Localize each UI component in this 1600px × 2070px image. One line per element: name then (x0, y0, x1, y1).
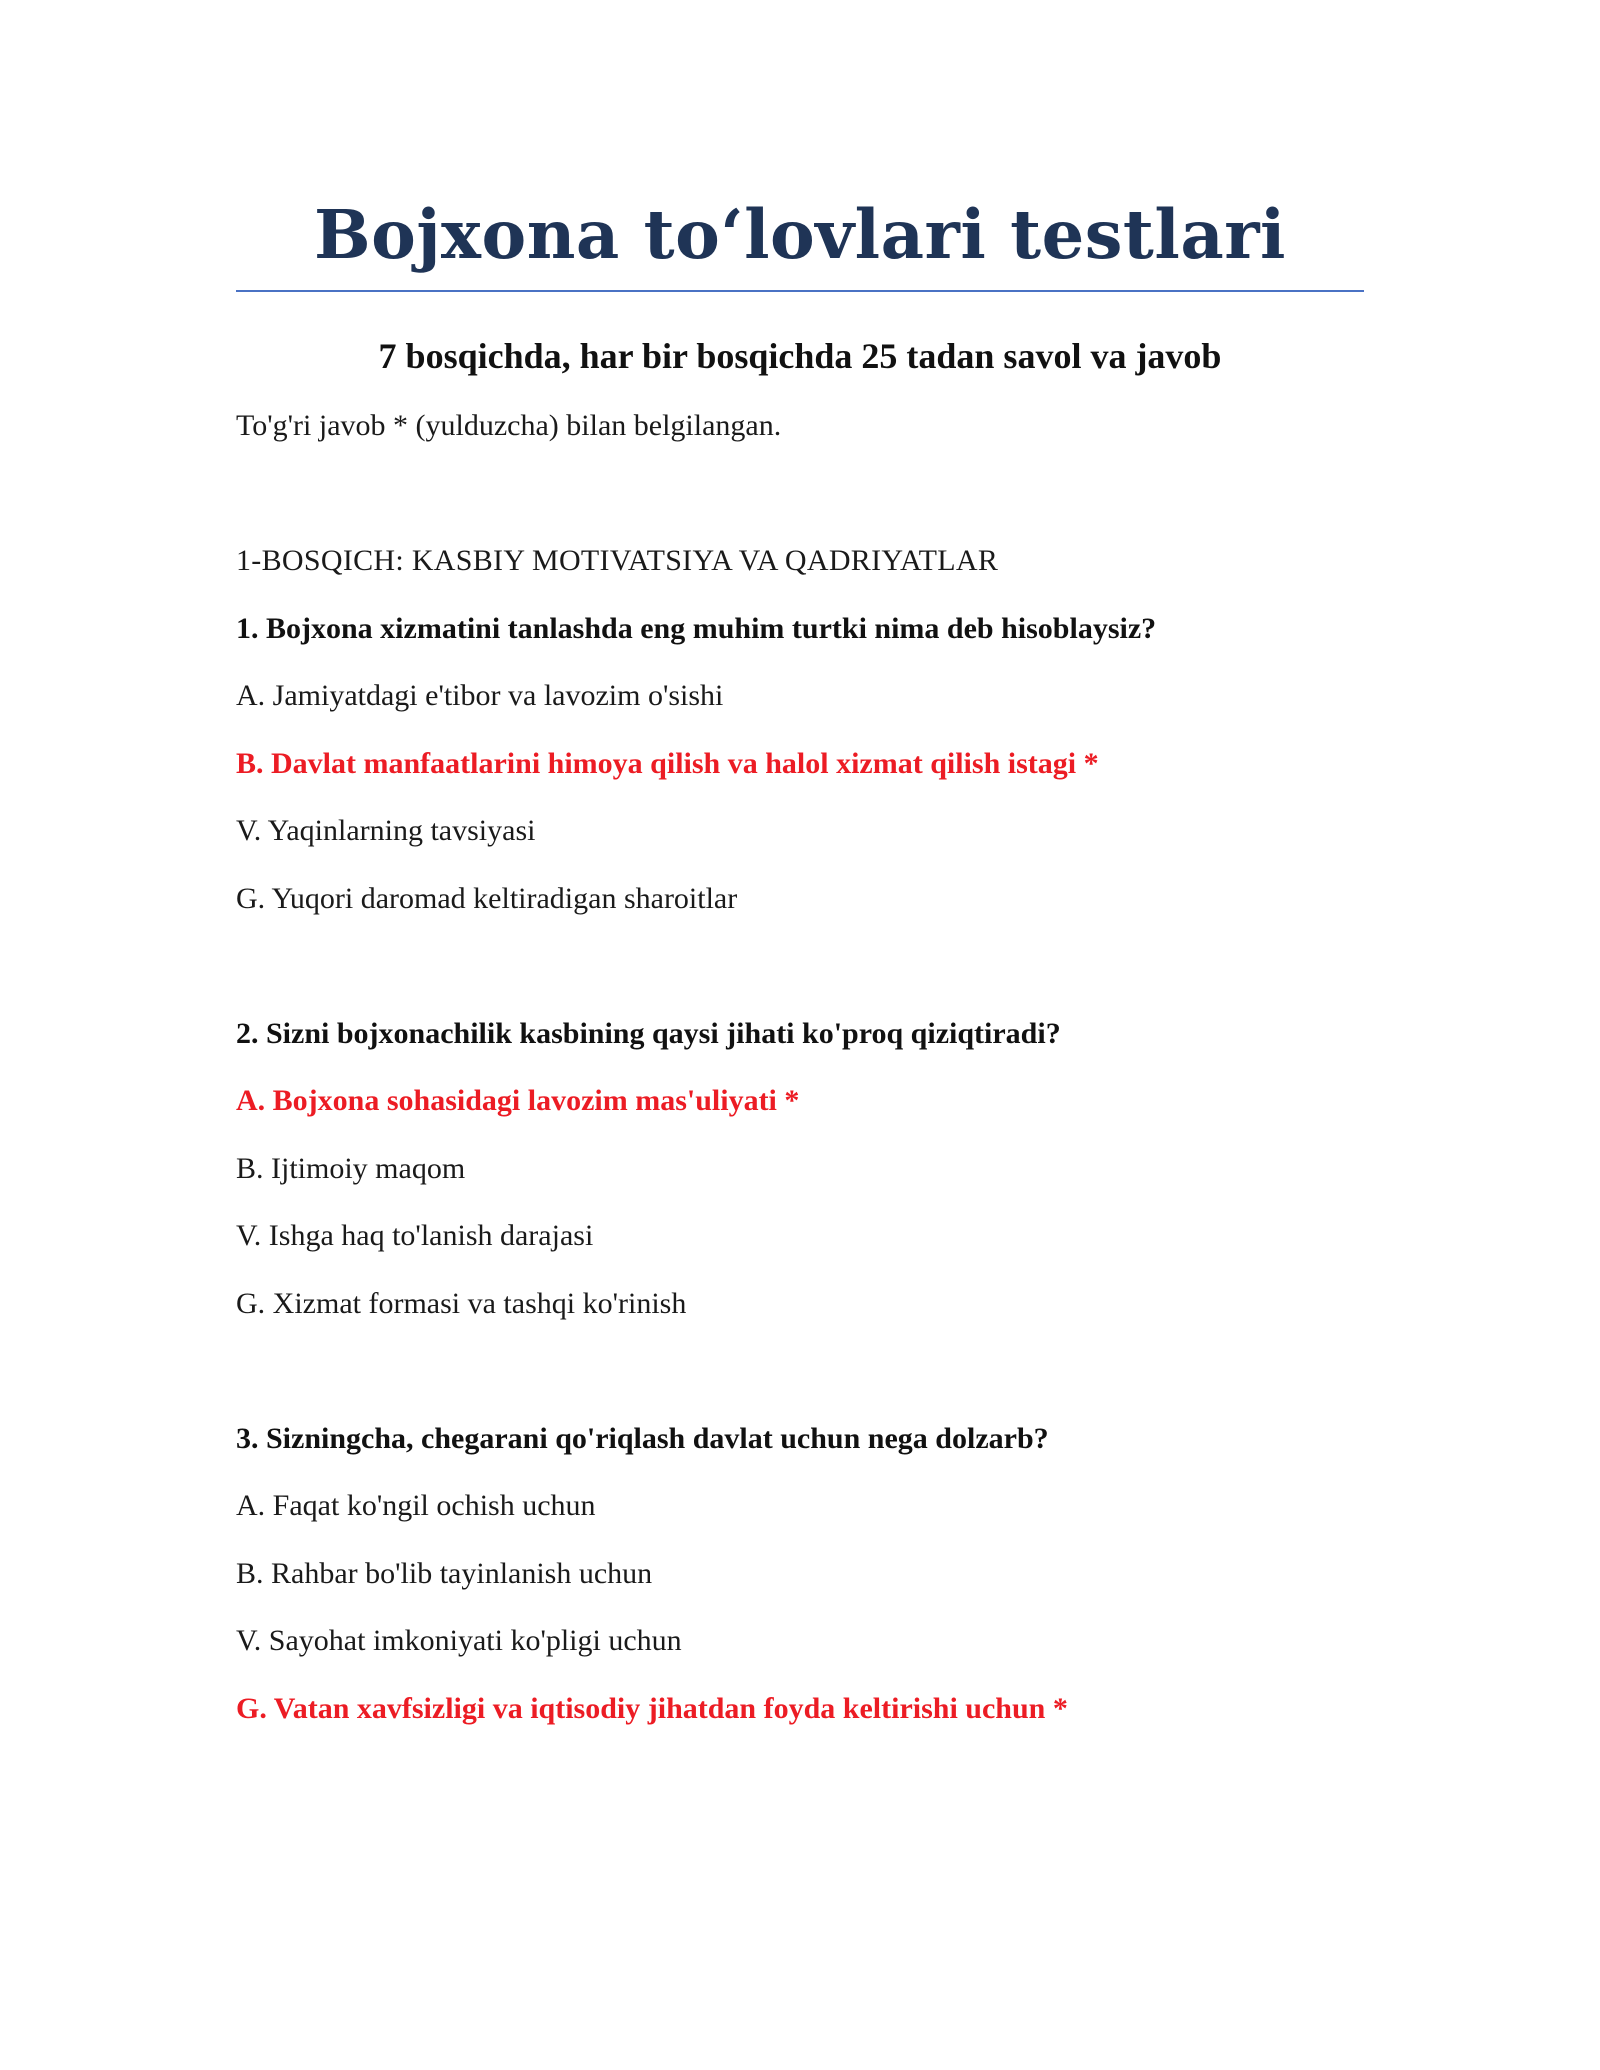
question-1-option-g: G. Yuqori daromad keltiradigan sharoitlar (236, 882, 738, 915)
question-3-option-g-correct: G. Vatan xavfsizligi va iqtisodiy jihatdan foyda keltirishi uchun * (236, 1692, 1068, 1725)
question-2: 2. Sizni bojxonachilik kasbining qaysi jihati ko'proq qiziqtiradi? (236, 1017, 1061, 1050)
question-3-option-a: A. Faqat ko'ngil ochish uchun (236, 1489, 596, 1522)
question-3: 3. Sizningcha, chegarani qo'riqlash davlat uchun nega dolzarb? (236, 1422, 1049, 1455)
document-title: Bojxona to‘lovlari testlari (314, 195, 1286, 274)
title-underline (236, 290, 1364, 292)
section-heading: 1-BOSQICH: KASBIY MOTIVATSIYA VA QADRIYATLAR (236, 544, 999, 577)
question-2-option-b: B. Ijtimoiy maqom (236, 1152, 466, 1185)
question-1-option-b-correct: B. Davlat manfaatlarini himoya qilish va halol xizmat qilish istagi * (236, 747, 1099, 780)
question-3-option-b: B. Rahbar bo'lib tayinlanish uchun (236, 1557, 653, 1590)
question-1: 1. Bojxona xizmatini tanlashda eng muhim turtki nima deb hisoblaysiz? (236, 612, 1157, 645)
question-1-option-a: A. Jamiyatdagi e'tibor va lavozim o'sishi (236, 679, 724, 712)
question-1-option-v: V. Yaqinlarning tavsiyasi (236, 814, 536, 847)
answer-key-note: To'g'ri javob * (yulduzcha) bilan belgilangan. (236, 409, 782, 442)
question-3-option-v: V. Sayohat imkoniyati ko'pligi uchun (236, 1624, 682, 1657)
question-2-option-g: G. Xizmat formasi va tashqi ko'rinish (236, 1287, 687, 1320)
question-2-option-v: V. Ishga haq to'lanish darajasi (236, 1219, 594, 1252)
document-subtitle: 7 bosqichda, har bir bosqichda 25 tadan savol va javob (378, 336, 1222, 376)
question-2-option-a-correct: A. Bojxona sohasidagi lavozim mas'uliyati * (236, 1084, 800, 1117)
